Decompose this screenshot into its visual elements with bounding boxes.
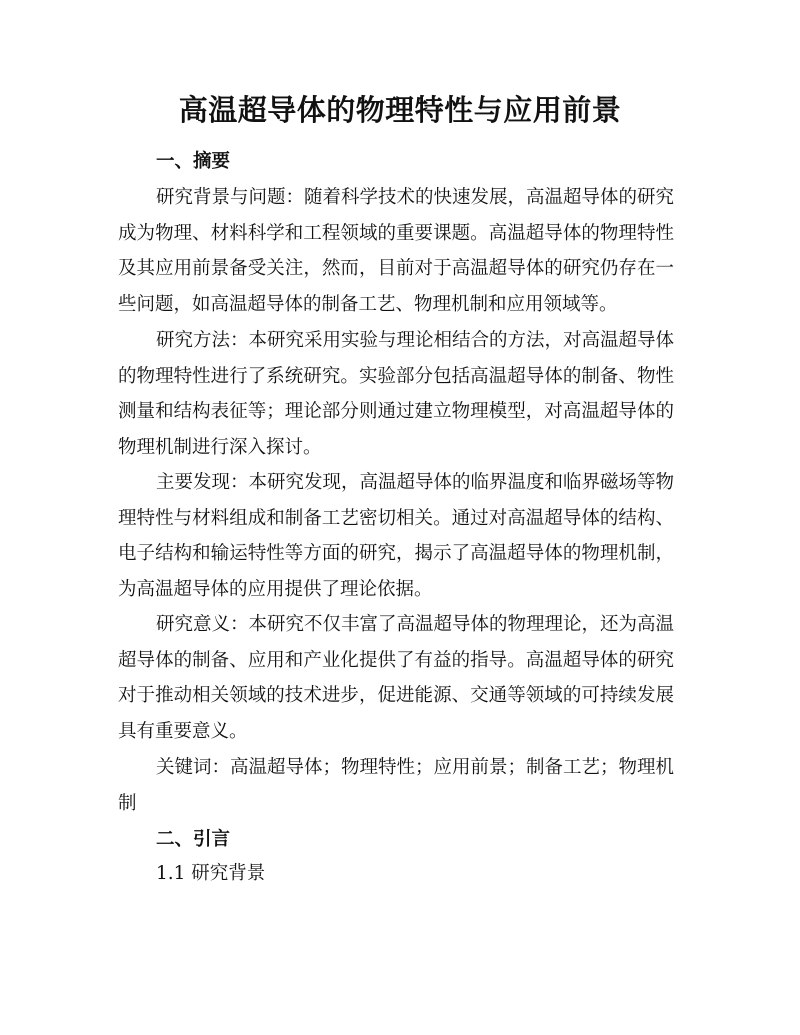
section-heading-introduction: 二、引言: [156, 829, 231, 850]
paragraph-significance: 研究意义：本研究不仅丰富了高温超导体的物理理论，还为高温超导体的制备、应用和产业化提供了有益的指导。高温超导体的研究对于推动相关领域的技术进步，促进能源、交通等领域的可持续发展具有重要意义。: [118, 614, 675, 742]
paragraph-findings: 主要发现：本研究发现，高温超导体的临界温度和临界磁场等物理特性与材料组成和制备工艺密切相关。通过对高温超导体的结构、电子结构和输运特性等方面的研究，揭示了高温超导体的物理机制，为高温超导体的应用提供了理论依据。: [118, 472, 675, 600]
paragraph-keywords: 关键词：高温超导体；物理特性；应用前景；制备工艺；物理机制: [118, 757, 675, 814]
paragraph-background: 研究背景与问题：随着科学技术的快速发展，高温超导体的研究成为物理、材料科学和工程领域的重要课题。高温超导体的物理特性及其应用前景备受关注，然而，目前对于高温超导体的研究仍存在一些问题，如高温超导体的制备工艺、物理机制和应用领域等。: [118, 187, 675, 315]
subsection-heading-background: 1.1 研究背景: [156, 863, 266, 884]
page-title: 高温超导体的物理特性与应用前景: [178, 93, 622, 127]
section-heading-abstract: 一、摘要: [156, 151, 231, 172]
paragraph-method: 研究方法：本研究采用实验与理论相结合的方法，对高温超导体的物理特性进行了系统研究。实验部分包括高温超导体的制备、物性测量和结构表征等；理论部分则通过建立物理模型，对高温超导体的物理机制进行深入探讨。: [118, 330, 675, 458]
